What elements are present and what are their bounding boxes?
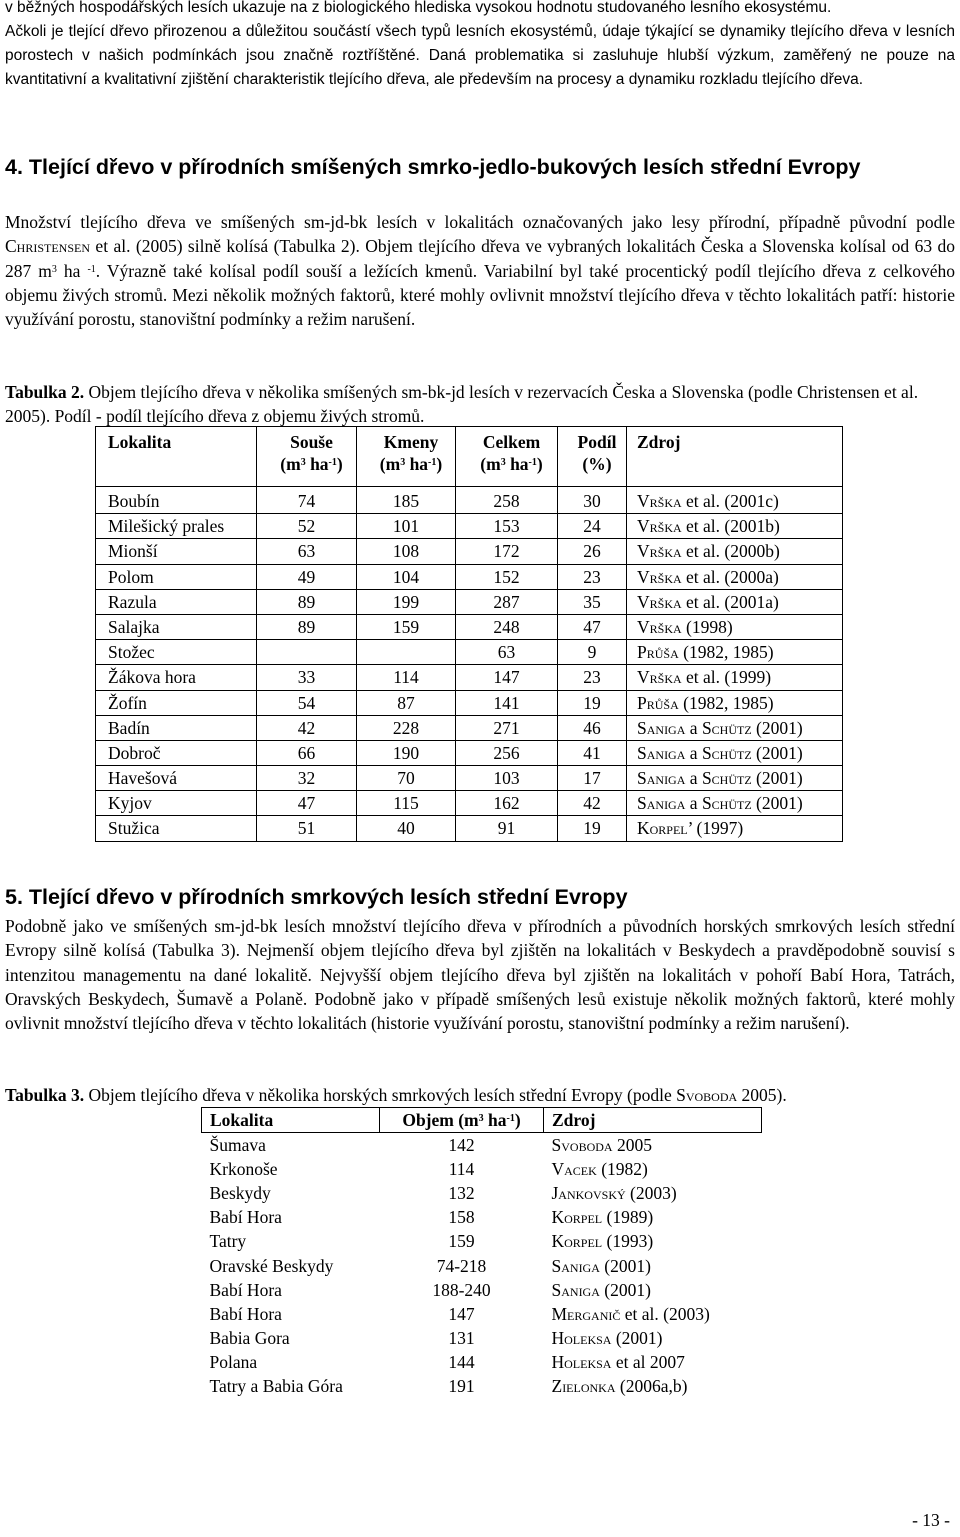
source-author: Saniga [637, 717, 686, 738]
cell-zdroj [627, 589, 843, 614]
table-3-caption-end: 2005). [741, 1085, 787, 1105]
source-author: Holeksa [551, 1327, 612, 1348]
cell-podil: 47 [558, 614, 627, 639]
cell-souse: 51 [257, 816, 357, 841]
source-part: et al. (2000b) [681, 541, 780, 562]
cell-zdroj [627, 640, 843, 665]
cell-zdroj [627, 665, 843, 690]
cell-kmeny: 114 [357, 665, 456, 690]
table-row [202, 1278, 762, 1302]
table-3 [201, 1107, 762, 1398]
cell-celkem: 248 [456, 614, 558, 639]
table-row [202, 1326, 762, 1350]
cell-kmeny: 199 [357, 589, 456, 614]
cell-zdroj [627, 715, 843, 740]
cell-kmeny: 104 [357, 564, 456, 589]
cell-zdroj [544, 1229, 762, 1253]
cell-zdroj [544, 1374, 762, 1398]
table-row [202, 1181, 762, 1205]
cell-kmeny: 108 [357, 539, 456, 564]
cell-podil: 23 [558, 665, 627, 690]
source-part: et al. (2003) [620, 1303, 710, 1324]
cell-lokalita: Žákova hora [96, 665, 257, 690]
cell-souse: 52 [257, 514, 357, 539]
source-author: Vrška [637, 541, 682, 562]
cell-celkem: 271 [456, 715, 558, 740]
table-row [96, 640, 843, 665]
table-2 [95, 426, 843, 842]
cell-lokalita: Mionší [96, 539, 257, 564]
cell-zdroj [544, 1302, 762, 1326]
source-author: Korpel [551, 1231, 603, 1252]
source-author: Saniga [637, 768, 686, 789]
source-author: Holeksa [551, 1351, 612, 1372]
t2-col-lokalita: Lokalita [96, 427, 257, 487]
cell-zdroj [627, 816, 843, 841]
cell-podil: 19 [558, 690, 627, 715]
cell-kmeny: 87 [357, 690, 456, 715]
source-part: (1982) [596, 1159, 648, 1180]
source-author: Vacek [551, 1159, 597, 1180]
cell-celkem: 141 [456, 690, 558, 715]
cell-podil: 35 [558, 589, 627, 614]
page-number: - 13 - [912, 1510, 950, 1530]
cell-kmeny: 159 [357, 614, 456, 639]
cell-objem: 74-218 [436, 1255, 487, 1276]
table-row [202, 1254, 762, 1278]
table-row [202, 1157, 762, 1181]
source-part: (1998) [681, 616, 733, 637]
cell-zdroj [544, 1181, 762, 1205]
table-3-header-row [202, 1108, 762, 1133]
source-author: Průša [637, 692, 679, 713]
source-part: (2001) [751, 768, 803, 789]
source-part: (2001) [599, 1255, 651, 1276]
cell-souse: 66 [257, 740, 357, 765]
cell-kmeny: 185 [357, 487, 456, 514]
table-row [96, 487, 843, 514]
table-row [96, 766, 843, 791]
intro-partial-line: v běžných hospodářských lesích ukazuje na z biologického hlediska vysokou hodnotu studovaného lesního ekosystému. [5, 0, 832, 16]
table-row [96, 539, 843, 564]
cell-objem: 132 [448, 1183, 475, 1204]
cell-lokalita: Stužica [96, 816, 257, 841]
cell-objem: 147 [448, 1303, 475, 1324]
cell-lokalita: Beskydy [209, 1183, 271, 1204]
source-author: Merganič [551, 1303, 621, 1324]
table-3-caption-text: Objem tlejícího dřeva v několika horských smrkových lesích střední Evropy (podle [88, 1085, 672, 1105]
cell-lokalita: Salajka [96, 614, 257, 639]
source-author: Schütz [701, 717, 752, 738]
table-row [96, 514, 843, 539]
cell-objem: 158 [448, 1207, 475, 1228]
cell-souse: 47 [257, 791, 357, 816]
cell-podil: 19 [558, 816, 627, 841]
cell-zdroj [627, 791, 843, 816]
cell-objem: 188-240 [432, 1279, 491, 1300]
s4-sup-3: 3 [51, 263, 57, 275]
cell-lokalita: Badín [96, 715, 257, 740]
table-2-caption-label: Tabulka 2. [5, 382, 85, 402]
cell-kmeny: 40 [357, 816, 456, 841]
cell-zdroj [627, 539, 843, 564]
table-row [96, 564, 843, 589]
cell-souse: 33 [257, 665, 357, 690]
source-author: Saniga [637, 742, 686, 763]
source-author: Průša [637, 642, 679, 663]
cell-souse: 89 [257, 589, 357, 614]
source-part: (1993) [602, 1231, 654, 1252]
cell-podil: 42 [558, 791, 627, 816]
table-row [96, 665, 843, 690]
section-5-paragraph: Podobně jako ve smíšených sm-jd-bk lesích množství tlejícího dřeva v přírodních a původních horských smrkových lesích střední Evropy silně kolísá (Tabulka 3). Nejmenší objem tlejícího dřeva byl zjištěn na lokalitách v Beskydech a pravděpodobně souvisí s intenzitou managementu na dané lokalitě. Nejvyšší objem tlejícího dřeva byl zjištěn na lokalitách v pohoří Babí Hora, Tatrách, Oravských Beskydech, Šumavě a Polaně. Podobně jako v případě smíšených lesů existuje několik možných faktorů, které mohly ovlivnit množství tlejícího dřeva v těchto lokalitách (historie využívání porostu, stanovištní podmínky a režim narušení). [5, 916, 955, 1034]
source-author: Zielonka [551, 1376, 616, 1397]
source-part: a [685, 742, 702, 763]
cell-podil: 24 [558, 514, 627, 539]
cell-podil: 9 [558, 640, 627, 665]
cell-celkem: 103 [456, 766, 558, 791]
cell-souse: 63 [257, 539, 357, 564]
section-4-heading: 4. Tlející dřevo v přírodních smíšených smrko-jedlo-bukových lesích střední Evropy [5, 155, 861, 179]
table-2-body [96, 487, 843, 842]
table-row [96, 740, 843, 765]
cell-souse: 32 [257, 766, 357, 791]
table-2-caption [5, 380, 955, 429]
source-part: ’ (1997) [687, 818, 744, 839]
t3-col-objem: Objem ($m^3$ $ha^{-1}$) [380, 1108, 544, 1133]
cell-zdroj [627, 487, 843, 514]
cell-zdroj [627, 564, 843, 589]
s4-ha: ha [63, 260, 81, 281]
s4-text-3: . Výrazně také kolísal podíl souší a ležících kmenů. Variabilní byl také procentický podíl tlejícího dřeva z celkového objemu živých stromů. Mezi několik možných faktorů, které mohly ovlivnit množství tlejícího dřeva v těchto lokalitách patří: historie využívání porostu, stanovištní podmínky a režim narušení. [5, 260, 955, 330]
table-row [96, 715, 843, 740]
cell-zdroj [627, 740, 843, 765]
t2-col-zdroj: Zdroj [627, 427, 843, 487]
table-3-body [202, 1133, 762, 1399]
cell-zdroj [544, 1205, 762, 1229]
cell-objem: 144 [448, 1351, 475, 1372]
table-row [96, 816, 843, 841]
source-author: Vrška [637, 566, 682, 587]
source-part: et al. (1999) [681, 667, 772, 688]
intro-paragraph: Ačkoli je tlející dřevo přirozenou a důležitou součástí všech typů lesních ekosystémů, údaje týkající se dynamiky tlejícího dřeva v lesních porostech v našich podmínkách jsou značně roztříštěné. Daná problematika si zasluhuje hlubší výzkum, zaměřený ne pouze na kvantitativní a kvalitativní zjištění charakteristik tlejícího dřeva, ale především na procesy a dynamiku rozkladu tlejícího dřeva. [5, 23, 955, 88]
source-author: Korpel [637, 818, 688, 839]
cell-souse: 42 [257, 715, 357, 740]
cell-lokalita: Babí Hora [209, 1279, 282, 1300]
source-part: a [685, 793, 702, 814]
cell-zdroj [544, 1278, 762, 1302]
cell-lokalita: Tatry [209, 1231, 247, 1252]
cell-lokalita: Babia Gora [209, 1327, 290, 1348]
cell-lokalita: Milešický prales [96, 514, 257, 539]
cell-kmeny: 190 [357, 740, 456, 765]
cell-lokalita: Boubín [96, 487, 257, 514]
source-part: et al 2007 [611, 1351, 685, 1372]
cell-kmeny: 101 [357, 514, 456, 539]
source-author: Vrška [637, 667, 682, 688]
table-row [96, 589, 843, 614]
cell-souse [257, 640, 357, 665]
cell-kmeny [357, 640, 456, 665]
cell-zdroj [544, 1326, 762, 1350]
source-part: (2001) [751, 793, 803, 814]
cell-zdroj [544, 1133, 762, 1158]
cell-lokalita: Havešová [96, 766, 257, 791]
cell-podil: 26 [558, 539, 627, 564]
source-part: et al. (2001a) [681, 591, 779, 612]
source-author: Korpel [551, 1207, 603, 1228]
cell-celkem: 153 [456, 514, 558, 539]
source-part: 2005 [612, 1135, 652, 1156]
s4-author-christensen: Christensen [5, 236, 91, 257]
source-part: (1989) [602, 1207, 654, 1228]
table-row [202, 1133, 762, 1158]
table-2-header-row [96, 427, 843, 487]
cell-celkem: 172 [456, 539, 558, 564]
table-row [202, 1374, 762, 1398]
source-author: Vrška [637, 616, 682, 637]
table-row [96, 690, 843, 715]
cell-zdroj [544, 1254, 762, 1278]
t3-col-lokalita: Lokalita [202, 1108, 380, 1133]
cell-zdroj [544, 1350, 762, 1374]
cell-podil: 30 [558, 487, 627, 514]
cell-objem: 142 [448, 1135, 475, 1156]
cell-kmeny: 115 [357, 791, 456, 816]
source-part: a [685, 717, 702, 738]
table-3-caption-label: Tabulka 3. [5, 1085, 85, 1105]
source-part: et al. (2001b) [681, 516, 780, 537]
source-author: Saniga [551, 1279, 600, 1300]
s4-text-1: Množství tlejícího dřeva ve smíšených sm-jd-bk lesích v lokalitách označovaných jako lesy přírodní, případně původní podle [5, 212, 955, 232]
cell-lokalita: Babí Hora [209, 1207, 282, 1228]
cell-celkem: 147 [456, 665, 558, 690]
cell-celkem: 63 [456, 640, 558, 665]
cell-celkem: 256 [456, 740, 558, 765]
source-author: Jankovský [551, 1183, 626, 1204]
source-author: Vrška [637, 516, 682, 537]
table-2-caption-text: Objem tlejícího dřeva v několika smíšených sm-bk-jd lesích v rezervacích Česka a Slovenska (podle Christensen et al. 2005). Podíl - podíl tlejícího dřeva z objemu živých stromů. [5, 382, 919, 427]
source-part: (2001) [611, 1327, 663, 1348]
t2-col-kmeny: Kmeny ($m^3$ $ha^{-1}$) [357, 427, 456, 487]
cell-lokalita: Polom [96, 564, 257, 589]
source-author: Schütz [701, 742, 752, 763]
cell-celkem: 287 [456, 589, 558, 614]
cell-celkem: 91 [456, 816, 558, 841]
table-row [202, 1302, 762, 1326]
cell-objem: 131 [448, 1327, 475, 1348]
cell-souse: 89 [257, 614, 357, 639]
cell-lokalita: Žofín [96, 690, 257, 715]
cell-souse: 49 [257, 564, 357, 589]
cell-lokalita: Dobroč [96, 740, 257, 765]
cell-podil: 46 [558, 715, 627, 740]
table-row [96, 614, 843, 639]
source-author: Schütz [701, 793, 752, 814]
source-author: Svoboda [551, 1135, 613, 1156]
source-part: (2001) [751, 717, 803, 738]
table-row [96, 791, 843, 816]
cell-lokalita: Razula [96, 589, 257, 614]
cell-podil: 41 [558, 740, 627, 765]
cell-zdroj [627, 690, 843, 715]
cell-zdroj [627, 514, 843, 539]
cell-lokalita: Babí Hora [209, 1303, 282, 1324]
t2-col-souse: Souše ($m^3$ $ha^{-1}$) [257, 427, 357, 487]
cell-objem: 191 [448, 1376, 475, 1397]
cell-objem: 159 [448, 1231, 475, 1252]
table-3-caption [5, 1083, 955, 1107]
source-part: (2001) [751, 742, 803, 763]
cell-kmeny: 70 [357, 766, 456, 791]
source-author: Saniga [551, 1255, 600, 1276]
cell-podil: 17 [558, 766, 627, 791]
cell-lokalita: Krkonoše [209, 1159, 278, 1180]
table-3-caption-author: Svoboda [676, 1085, 738, 1105]
source-part: (2003) [625, 1183, 677, 1204]
cell-celkem: 152 [456, 564, 558, 589]
cell-lokalita: Polana [209, 1351, 258, 1372]
cell-celkem: 258 [456, 487, 558, 514]
cell-lokalita: Kyjov [96, 791, 257, 816]
cell-zdroj [627, 766, 843, 791]
table-row [202, 1229, 762, 1253]
source-part: (1982, 1985) [678, 692, 774, 713]
source-part: (2001) [599, 1279, 651, 1300]
cell-zdroj [544, 1157, 762, 1181]
source-part: a [685, 768, 702, 789]
source-part: (2006a,b) [615, 1376, 688, 1397]
source-author: Vrška [637, 491, 682, 511]
t2-col-podil: Podíl (%) [558, 427, 627, 487]
intro-text [5, 0, 955, 92]
cell-lokalita: Tatry a Babia Góra [209, 1376, 343, 1397]
cell-lokalita: Šumava [209, 1135, 266, 1156]
source-author: Vrška [637, 591, 682, 612]
table-row [202, 1205, 762, 1229]
source-author: Saniga [637, 793, 686, 814]
source-part: et al. (2000a) [681, 566, 779, 587]
section-4-paragraph [5, 210, 955, 331]
s4-text-2: et al. (2005) silně kolísá (Tabulka 2). Objem tlejícího dřeva ve vybraných lokalitách Česka a Slovenska kolísal od 63 do 287 m [5, 236, 955, 281]
cell-objem: 114 [448, 1159, 475, 1180]
cell-lokalita: Stožec [96, 640, 257, 665]
t2-col-celkem: Celkem ($m^3$ $ha^{-1}$) [456, 427, 558, 487]
source-author: Schütz [701, 768, 752, 789]
cell-souse: 54 [257, 690, 357, 715]
source-part: (1982, 1985) [678, 642, 774, 663]
table-row [202, 1350, 762, 1374]
section-5-heading: 5. Tlející dřevo v přírodních smrkových lesích střední Evropy [5, 885, 628, 909]
cell-lokalita: Oravské Beskydy [209, 1255, 334, 1276]
cell-celkem: 162 [456, 791, 558, 816]
cell-souse: 74 [257, 487, 357, 514]
t3-col-zdroj: Zdroj [544, 1108, 762, 1133]
s4-sup-minus1: -1 [87, 263, 96, 275]
cell-kmeny: 228 [357, 715, 456, 740]
source-part: et al. (2001c) [681, 491, 779, 511]
cell-zdroj [627, 614, 843, 639]
cell-podil: 23 [558, 564, 627, 589]
